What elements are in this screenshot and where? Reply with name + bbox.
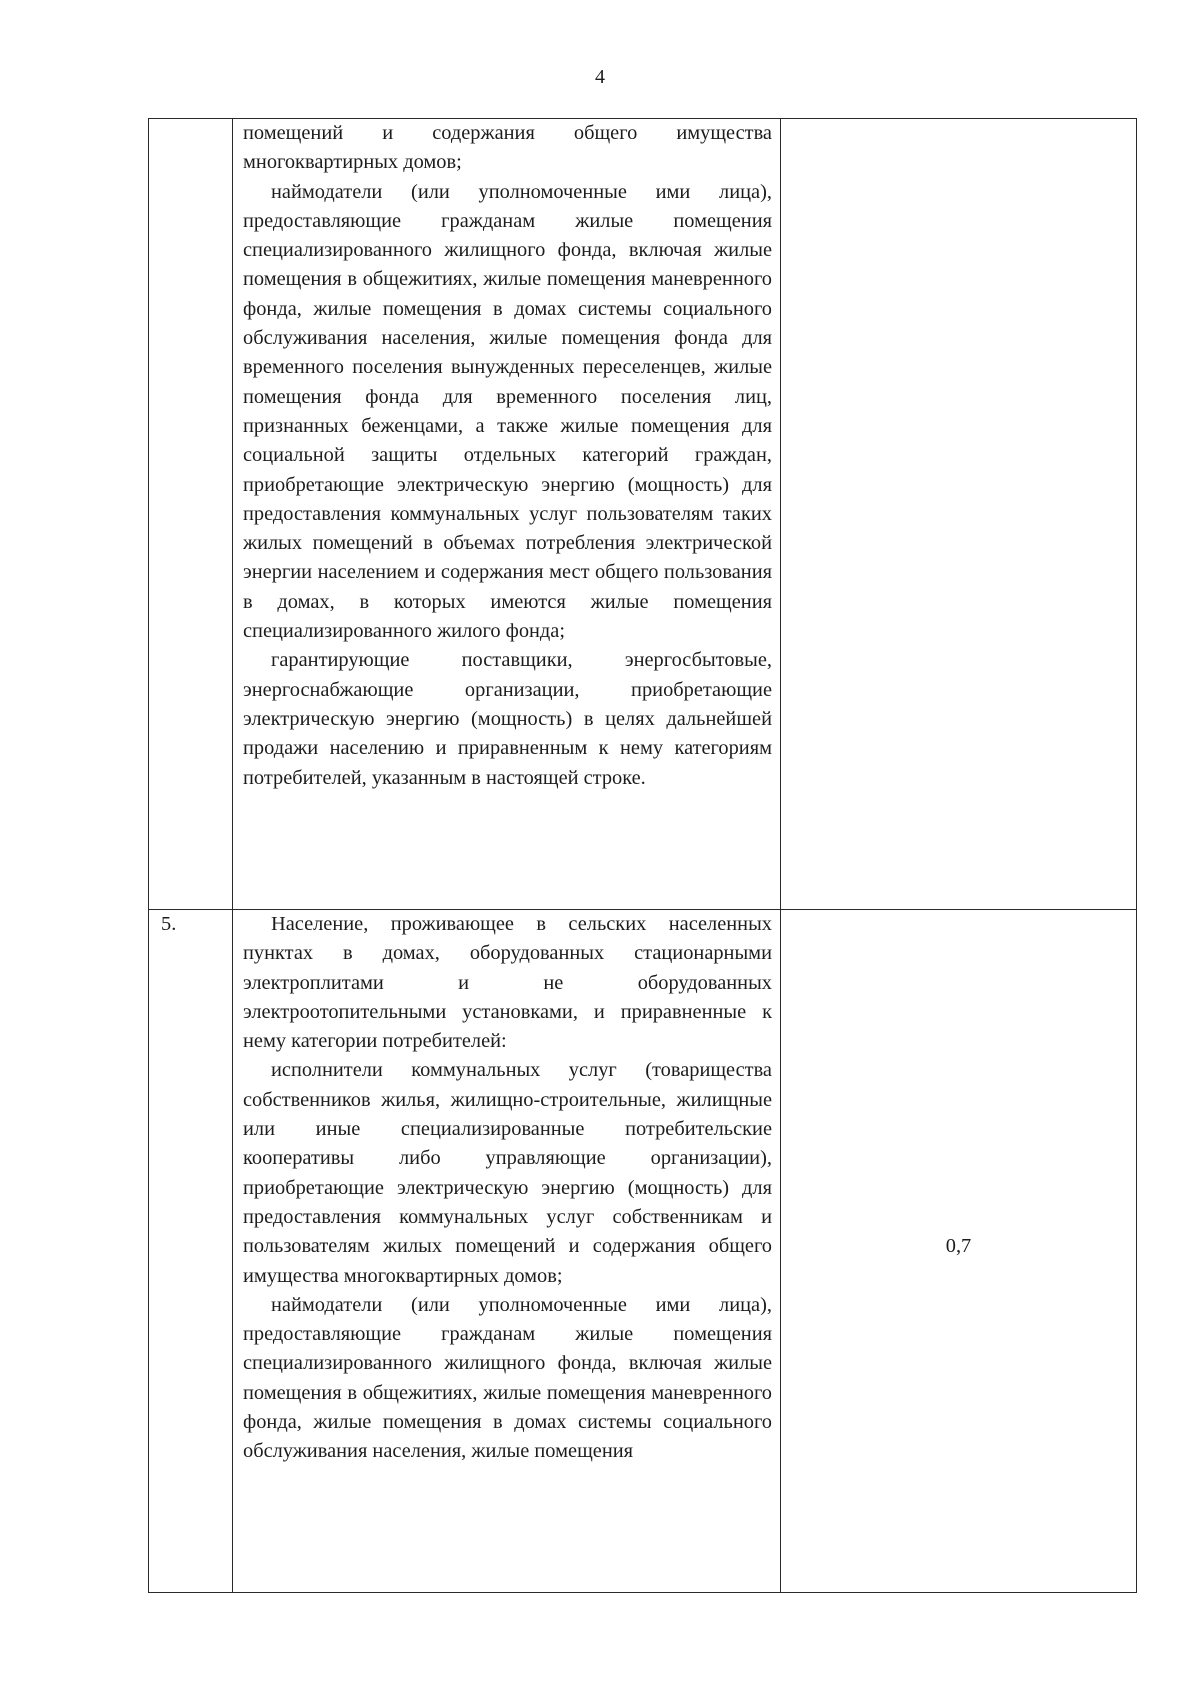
paragraph: наймодатели (или уполномоченные ими лица), предоставляющие гражданам жилые помещения специализированного жилищного фонда, включая жилые помещения в общежитиях, жилые помещения маневренного фонда, жилые помещения в домах системы социального обслуживания населения, жилые помещения фонда для временного поселения вынужденных переселенцев, жилые помещения фонда для временного поселения лиц, признанных беженцами, а также жилые помещения для социальной защиты отдельных категорий граждан, приобретающие электрическую энергию (мощность) для предоставления коммунальных услуг пользователям таких жилых помещений в объемах потребления электрической энергии населением и содержания мест общего пользования в домах, в которых имеются жилые помещения специализированного жилого фонда;	[243, 180, 772, 643]
table-row	[149, 119, 1137, 910]
row-number	[149, 119, 233, 910]
row-value	[781, 910, 1137, 1593]
paragraph: помещений и содержания общего имущества многоквартирных домов;	[243, 122, 772, 174]
page-number: 4	[595, 66, 605, 88]
table-row	[149, 910, 1137, 1593]
row-description	[233, 119, 781, 910]
row-number: 5.	[149, 910, 233, 1593]
coefficient-value: 0,7	[945, 1235, 972, 1257]
row-description	[233, 910, 781, 1593]
paragraph: наймодатели (или уполномоченные ими лица), предоставляющие гражданам жилые помещения специализированного жилищного фонда, включая жилые помещения в общежитиях, жилые помещения маневренного фонда, жилые помещения в домах системы социального обслуживания населения, жилые помещения	[243, 1293, 772, 1463]
tariff-table	[148, 118, 1137, 1593]
paragraph: гарантирующие поставщики, энергосбытовые, энергоснабжающие организации, приобретающие электрическую энергию (мощность) в целях дальнейшей продажи населению и приравненным к нему категориям потребителей, указанным в настоящей строке.	[243, 649, 772, 789]
paragraph: исполнители коммунальных услуг (товарищества собственников жилья, жилищно-строительные, жилищные или иные специализированные потребительские кооперативы либо управляющие организации), приобретающие электрическую энергию (мощность) для предоставления коммунальных услуг собственникам и пользователям жилых помещений и содержания общего имущества многоквартирных домов;	[243, 1059, 772, 1287]
paragraph: Население, проживающее в сельских населенных пунктах в домах, оборудованных стационарными электроплитами и не оборудованных электроотопительными установками, и приравненные к нему категории потребителей:	[243, 913, 772, 1053]
row-value	[781, 119, 1137, 910]
